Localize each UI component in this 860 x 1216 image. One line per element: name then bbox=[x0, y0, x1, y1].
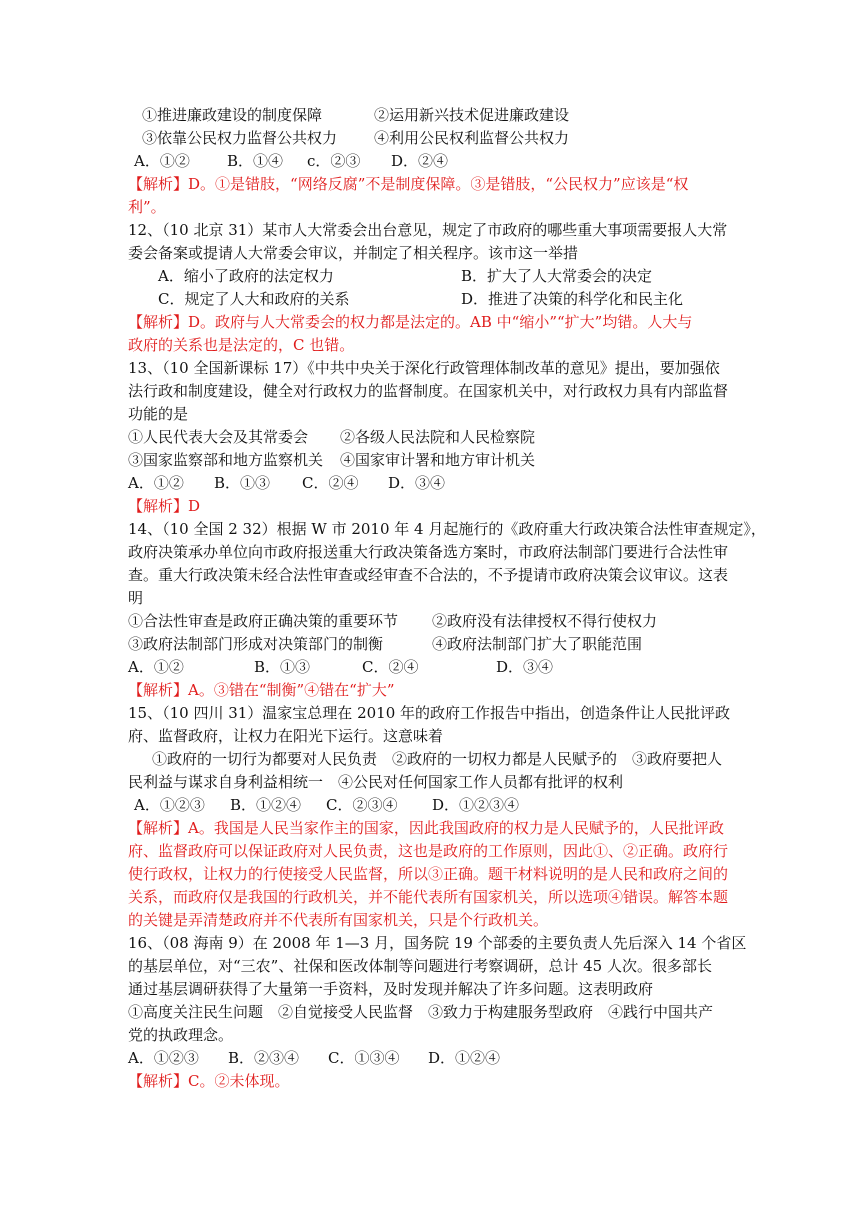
q11-choice-c: c．②③ bbox=[307, 152, 361, 170]
q12-analysis-line1: 【解析】D。政府与人大常委会的权力都是法定的。AB 中“缩小”“扩大”均错。人大与 bbox=[128, 313, 693, 331]
q15-analysis-line1: 【解析】A。我国是人民当家作主的国家，因此我国政府的权力是人民赋予的，人民批评政 bbox=[128, 819, 724, 837]
q14-stem-line2: 政府决策承办单位向市政府报送重大行政决策备选方案时，市政府法制部门要进行合法性审 bbox=[128, 543, 729, 561]
q13-choice-a: A．①② bbox=[128, 474, 184, 492]
q16-choice-c: C．①③④ bbox=[328, 1049, 400, 1067]
q15-analysis-line5: 的关键是弄清楚政府并不代表所有国家机关，只是个行政机关。 bbox=[128, 911, 549, 929]
q13-choice-b: B．①③ bbox=[214, 474, 271, 492]
q11-choice-a: A．①② bbox=[134, 152, 190, 170]
q11-choice-d: D．②④ bbox=[391, 152, 449, 170]
q16-options-line2: 党的执政理念。 bbox=[128, 1026, 234, 1044]
q13-stem-line2: 法行政和制度建设，健全对行政权力的监督制度。在国家机关中，对行政权力具有内部监督 bbox=[128, 382, 729, 400]
q12-choice-b: B．扩大了人大常委会的决定 bbox=[461, 267, 653, 285]
q13-option-2: ②各级人民法院和人民检察院 bbox=[340, 428, 536, 446]
q16-stem-line2: 的基层单位，对“三农”、社保和医改体制等问题进行考察调研，总计 45 人次。很多部长 bbox=[128, 957, 712, 975]
q15-stem-line2: 府、监督政府，让权力在阳光下运行。这意味着 bbox=[128, 727, 444, 745]
q16-choice-b: B．②③④ bbox=[228, 1049, 300, 1067]
q11-choices bbox=[128, 150, 740, 173]
q11-option-4: ④利用公民权利监督公共权力 bbox=[374, 129, 570, 147]
q14-stem-line1: 14、（10 全国 2 32）根据 W 市 2010 年 4 月起施行的《政府重大行政决策合法性审查规定》， bbox=[128, 520, 766, 538]
q16-choices bbox=[128, 1047, 740, 1070]
q14-choice-b: B．①③ bbox=[254, 658, 311, 676]
q14-choice-d: D．③④ bbox=[496, 658, 554, 676]
q12-choices-row1 bbox=[128, 265, 740, 288]
q14-analysis: 【解析】A。③错在“制衡”④错在“扩大” bbox=[128, 681, 395, 699]
q15-choice-d: D．①②③④ bbox=[432, 796, 520, 814]
q12-choice-c: C．规定了人大和政府的关系 bbox=[158, 290, 350, 308]
q16-choice-d: D．①②④ bbox=[428, 1049, 501, 1067]
q12-choice-a: A．缩小了政府的法定权力 bbox=[158, 267, 334, 285]
q15-choice-a: A．①②③ bbox=[134, 796, 205, 814]
q11-option-3: ③依靠公民权力监督公共权力 bbox=[142, 129, 338, 147]
q13-choice-d: D．③④ bbox=[388, 474, 446, 492]
q14-options-row2 bbox=[128, 633, 740, 656]
q13-stem-line3: 功能的是 bbox=[128, 405, 189, 423]
q12-stem-line1: 12、（10 北京 31）某市人大常委会出台意见，规定了市政府的哪些重大事项需要报人大常 bbox=[128, 221, 728, 239]
q11-analysis-line1: 【解析】D。①是错肢，“网络反腐”不是制度保障。③是错肢，“公民权力”应该是“权 bbox=[128, 175, 689, 193]
q12-choices-row2 bbox=[128, 288, 740, 311]
q13-option-1: ①人民代表大会及其常委会 bbox=[128, 428, 309, 446]
q14-choice-a: A．①② bbox=[128, 658, 184, 676]
q15-choice-b: B．①②④ bbox=[230, 796, 302, 814]
q15-choice-c: C．②③④ bbox=[326, 796, 398, 814]
q13-analysis: 【解析】D bbox=[128, 497, 201, 515]
q12-stem-line2: 委会备案或提请人大常委会审议，并制定了相关程序。该市这一举措 bbox=[128, 244, 579, 262]
q16-choice-a: A．①②③ bbox=[128, 1049, 199, 1067]
q15-options-line1: ①政府的一切行为都要对人民负责 ②政府的一切权力都是人民赋予的 ③政府要把人 bbox=[152, 750, 723, 768]
q15-analysis-line3: 使行政权，让权力的行使接受人民监督，所以③正确。题干材料说明的是人民和政府之间的 bbox=[128, 865, 729, 883]
q13-options-row2 bbox=[128, 449, 740, 472]
q14-option-1: ①合法性审查是政府正确决策的重要环节 bbox=[128, 612, 399, 630]
q13-stem-line1: 13、（10 全国新课标 17）《中共中央关于深化行政管理体制改革的意见》提出，要加强依 bbox=[128, 359, 720, 377]
q13-choices bbox=[128, 472, 740, 495]
q12-analysis-line2: 政府的关系也是法定的，C 也错。 bbox=[128, 336, 355, 354]
q13-option-4: ④国家审计署和地方审计机关 bbox=[340, 451, 536, 469]
q14-stem-line4: 明 bbox=[128, 589, 144, 607]
q15-options-line2: 民利益与谋求自身利益相统一 ④公民对任何国家工作人员都有批评的权利 bbox=[128, 773, 624, 791]
q12-choice-d: D．推进了决策的科学化和民主化 bbox=[461, 290, 684, 308]
q14-choice-c: C．②④ bbox=[362, 658, 419, 676]
q13-options-row1 bbox=[128, 426, 740, 449]
q14-choices bbox=[128, 656, 740, 679]
q11-choice-b: B．①④ bbox=[227, 152, 284, 170]
q16-stem-line1: 16、（08 海南 9）在 2008 年 1—3 月，国务院 19 个部委的主要负责人先后深入 14 个省区 bbox=[128, 934, 747, 952]
q14-option-3: ③政府法制部门形成对决策部门的制衡 bbox=[128, 635, 384, 653]
q11-options-row1 bbox=[128, 104, 740, 127]
q11-option-1: ①推进廉政建设的制度保障 bbox=[142, 106, 323, 124]
q15-analysis-line2: 府、监督政府可以保证政府对人民负责，这也是政府的工作原则，因此①、②正确。政府行 bbox=[128, 842, 729, 860]
q15-choices bbox=[128, 794, 740, 817]
q11-options-row2 bbox=[128, 127, 740, 150]
q13-option-3: ③国家监察部和地方监察机关 bbox=[128, 451, 324, 469]
q11-option-2: ②运用新兴技术促进廉政建设 bbox=[374, 106, 570, 124]
q15-stem-line1: 15、（10 四川 31）温家宝总理在 2010 年的政府工作报告中指出，创造条件让人民批评政 bbox=[128, 704, 731, 722]
q14-stem-line3: 查。重大行政决策未经合法性审查或经审查不合法的，不予提请市政府决策会议审议。这表 bbox=[128, 566, 729, 584]
q15-analysis-line4: 关系，而政府仅是我国的行政机关，并不能代表所有国家机关，所以选项④错误。解答本题 bbox=[128, 888, 729, 906]
q11-analysis-line2: 利”。 bbox=[128, 198, 166, 216]
q16-stem-line3: 通过基层调研获得了大量第一手资料，及时发现并解决了许多问题。这表明政府 bbox=[128, 980, 654, 998]
q16-options-line1: ①高度关注民生问题 ②自觉接受人民监督 ③致力于构建服务型政府 ④践行中国共产 bbox=[128, 1003, 714, 1021]
q16-analysis: 【解析】C。②未体现。 bbox=[128, 1072, 290, 1090]
q13-choice-c: C．②④ bbox=[302, 474, 359, 492]
q14-options-row1 bbox=[128, 610, 740, 633]
q14-option-2: ②政府没有法律授权不得行使权力 bbox=[432, 612, 658, 630]
document-page bbox=[128, 104, 766, 1093]
q14-option-4: ④政府法制部门扩大了职能范围 bbox=[432, 635, 643, 653]
